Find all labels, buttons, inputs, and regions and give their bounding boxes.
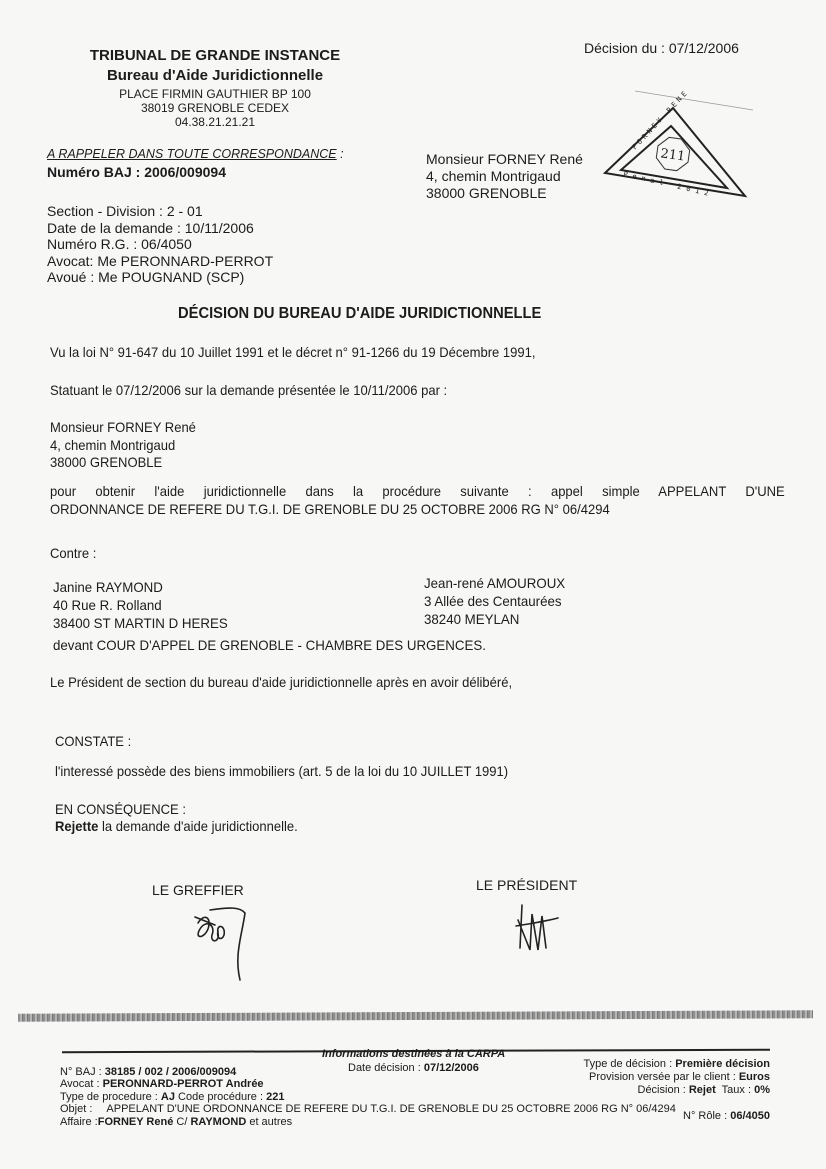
stamp-number: 211 (659, 146, 687, 165)
carpa-baj-value: 38185 / 002 / 2006/009094 (104, 1066, 237, 1078)
greffier-label: LE GREFFIER (152, 882, 244, 898)
rejette-bold: Rejette (55, 818, 99, 834)
constate-label: CONSTATE : (55, 733, 132, 749)
recipient-address (426, 151, 583, 202)
carpa-baj-label: N° BAJ : (60, 1066, 105, 1078)
party-name: Janine RAYMOND (53, 579, 163, 595)
procedure-line2: ORDONNANCE DE REFERE DU T.G.I. DE GRENOBLE DU 25 OCTOBRE 2006 RG N° 06/4294 (50, 501, 610, 517)
carpa-objet-value: APPELANT D'UNE ORDONNANCE DE REFERE DU T.G.I. DE GRENOBLE DU 25 OCTOBRE 2006 RG N° 06/4294 (106, 1103, 676, 1115)
recipient-name: Monsieur FORNEY René (426, 151, 583, 167)
carpa-decision-type-label: Type de décision : (583, 1058, 676, 1070)
recipient-street: 4, chemin Montrigaud (426, 168, 561, 184)
party-city: 38400 ST MARTIN D HERES (53, 615, 228, 631)
carpa-date-label: Date décision : (348, 1062, 424, 1074)
case-meta (47, 203, 273, 286)
carpa-code-value: 221 (266, 1091, 285, 1103)
carpa-decision (638, 1084, 771, 1097)
contre-label: Contre : (50, 545, 97, 561)
rg-number: Numéro R.G. : 06/4050 (47, 236, 192, 252)
carpa-affaire (60, 1116, 292, 1129)
avocat: Avocat: Me PERONNARD-PERROT (47, 252, 274, 269)
request-date: Date de la demande : 10/11/2006 (47, 219, 254, 236)
rejection-statement (55, 818, 298, 834)
party-street: 3 Allée des Centaurées (424, 593, 562, 609)
baj-number: Numéro BAJ : 2006/009094 (47, 164, 226, 180)
party-city: 38240 MEYLAN (424, 611, 520, 627)
carpa-provision-value: Euros (738, 1071, 770, 1083)
court-name: TRIBUNAL DE GRANDE INSTANCE (89, 47, 341, 64)
stamp-bottom-text: Penal 2012 (622, 170, 715, 199)
procedure-description (50, 482, 785, 518)
procedure-line1: pour obtenir l'aide juridictionnelle dans la procédure suivante : appel simple APPELANT D'UNE (50, 483, 785, 499)
party-name: Jean-rené AMOUROUX (424, 575, 566, 591)
constate-text: l'interessé possède des biens immobiliers (art. 5 de la loi du 10 JUILLET 1991) (55, 763, 509, 779)
carpa-affaire-end: et autres (246, 1116, 293, 1128)
carpa-role-value: 06/4050 (730, 1110, 770, 1122)
carpa-avocat (60, 1078, 264, 1091)
party-street: 40 Rue R. Rolland (53, 597, 162, 613)
carpa-decision-type-value: Première décision (675, 1058, 770, 1070)
carpa-objet-label: Objet : (60, 1103, 93, 1115)
rejette-rest: la demande d'aide juridictionnelle. (98, 818, 298, 834)
scan-divider (18, 1010, 813, 1021)
carpa-decision-type (583, 1058, 770, 1071)
carpa-affaire-party1: FORNEY René (97, 1116, 174, 1128)
court-address-line1: PLACE FIRMIN GAUTHIER BP 100 (119, 87, 311, 101)
stamp-seal (595, 88, 755, 208)
recipient-city: 38000 GRENOBLE (426, 185, 547, 201)
president-deliberation: Le Président de section du bureau d'aide juridictionnelle après en avoir délibéré, (50, 674, 513, 690)
carpa-objet (60, 1103, 676, 1116)
carpa-taux-label: Taux : (715, 1084, 755, 1096)
consequence-label: EN CONSÉQUENCE : (55, 801, 186, 817)
carpa-role (683, 1110, 770, 1123)
carpa-avocat-value: PERONNARD-PERROT Andrée (102, 1078, 264, 1090)
decision-date: Décision du : 07/12/2006 (584, 40, 739, 56)
carpa-decision-label: Décision : (637, 1084, 689, 1096)
stamp-edge-line (635, 91, 753, 110)
avoue: Avoué : Me POUGNAND (SCP) (47, 269, 245, 285)
carpa-avocat-label: Avocat : (60, 1078, 103, 1090)
carpa-type-value: AJ (160, 1091, 175, 1103)
document-title: DÉCISION DU BUREAU D'AIDE JURIDICTIONNELLE (178, 305, 542, 322)
greffier-signature (190, 905, 260, 985)
recall-notice (47, 147, 344, 161)
carpa-affaire-vs: C/ (173, 1116, 191, 1128)
carpa-type-label: Type de procedure : (60, 1091, 161, 1103)
president-signature (508, 900, 568, 960)
bureau-name: Bureau d'Aide Juridictionnelle (106, 67, 324, 84)
applicant-street: 4, chemin Montrigaud (50, 436, 176, 453)
recall-notice-suffix: : (336, 147, 344, 161)
section-division: Section - Division : 2 - 01 (47, 203, 203, 219)
opposing-party-2 (424, 574, 565, 628)
carpa-taux-value: 0% (754, 1084, 770, 1096)
applicant-name: Monsieur FORNEY René (50, 419, 196, 435)
carpa-affaire-party2: RAYMOND (190, 1116, 247, 1128)
carpa-date-value: 07/12/2006 (423, 1062, 479, 1074)
carpa-heading: Informations destinées à la CARPA (322, 1048, 506, 1060)
court-address-line2: 38019 GRENOBLE CEDEX (140, 101, 290, 115)
carpa-decision-value: Rejet (688, 1084, 716, 1096)
carpa-provision-label: Provision versée par le client : (589, 1071, 739, 1083)
carpa-affaire-label: Affaire : (60, 1116, 98, 1128)
president-label: LE PRÉSIDENT (476, 877, 578, 893)
carpa-role-label: N° Rôle : (683, 1110, 731, 1122)
applicant-address (50, 419, 196, 472)
court-phone: 04.38.21.21.21 (174, 115, 256, 129)
carpa-code-label: Code procédure : (174, 1091, 267, 1103)
stamp-top-text: FORNEY RENE (630, 88, 691, 152)
opposing-party-1 (53, 578, 228, 632)
court-jurisdiction: devant COUR D'APPEL DE GRENOBLE - CHAMBRE DES URGENCES. (53, 637, 486, 653)
carpa-date (348, 1062, 479, 1075)
recall-notice-text: A RAPPELER DANS TOUTE CORRESPONDANCE (47, 147, 337, 161)
legal-basis: Vu la loi N° 91-647 du 10 Juillet 1991 et le décret n° 91-1266 du 19 Décembre 1991, (50, 344, 536, 360)
ruling-statement: Statuant le 07/12/2006 sur la demande présentée le 10/11/2006 par : (50, 382, 448, 398)
applicant-city: 38000 GRENOBLE (50, 454, 163, 470)
carpa-provision (589, 1071, 770, 1084)
